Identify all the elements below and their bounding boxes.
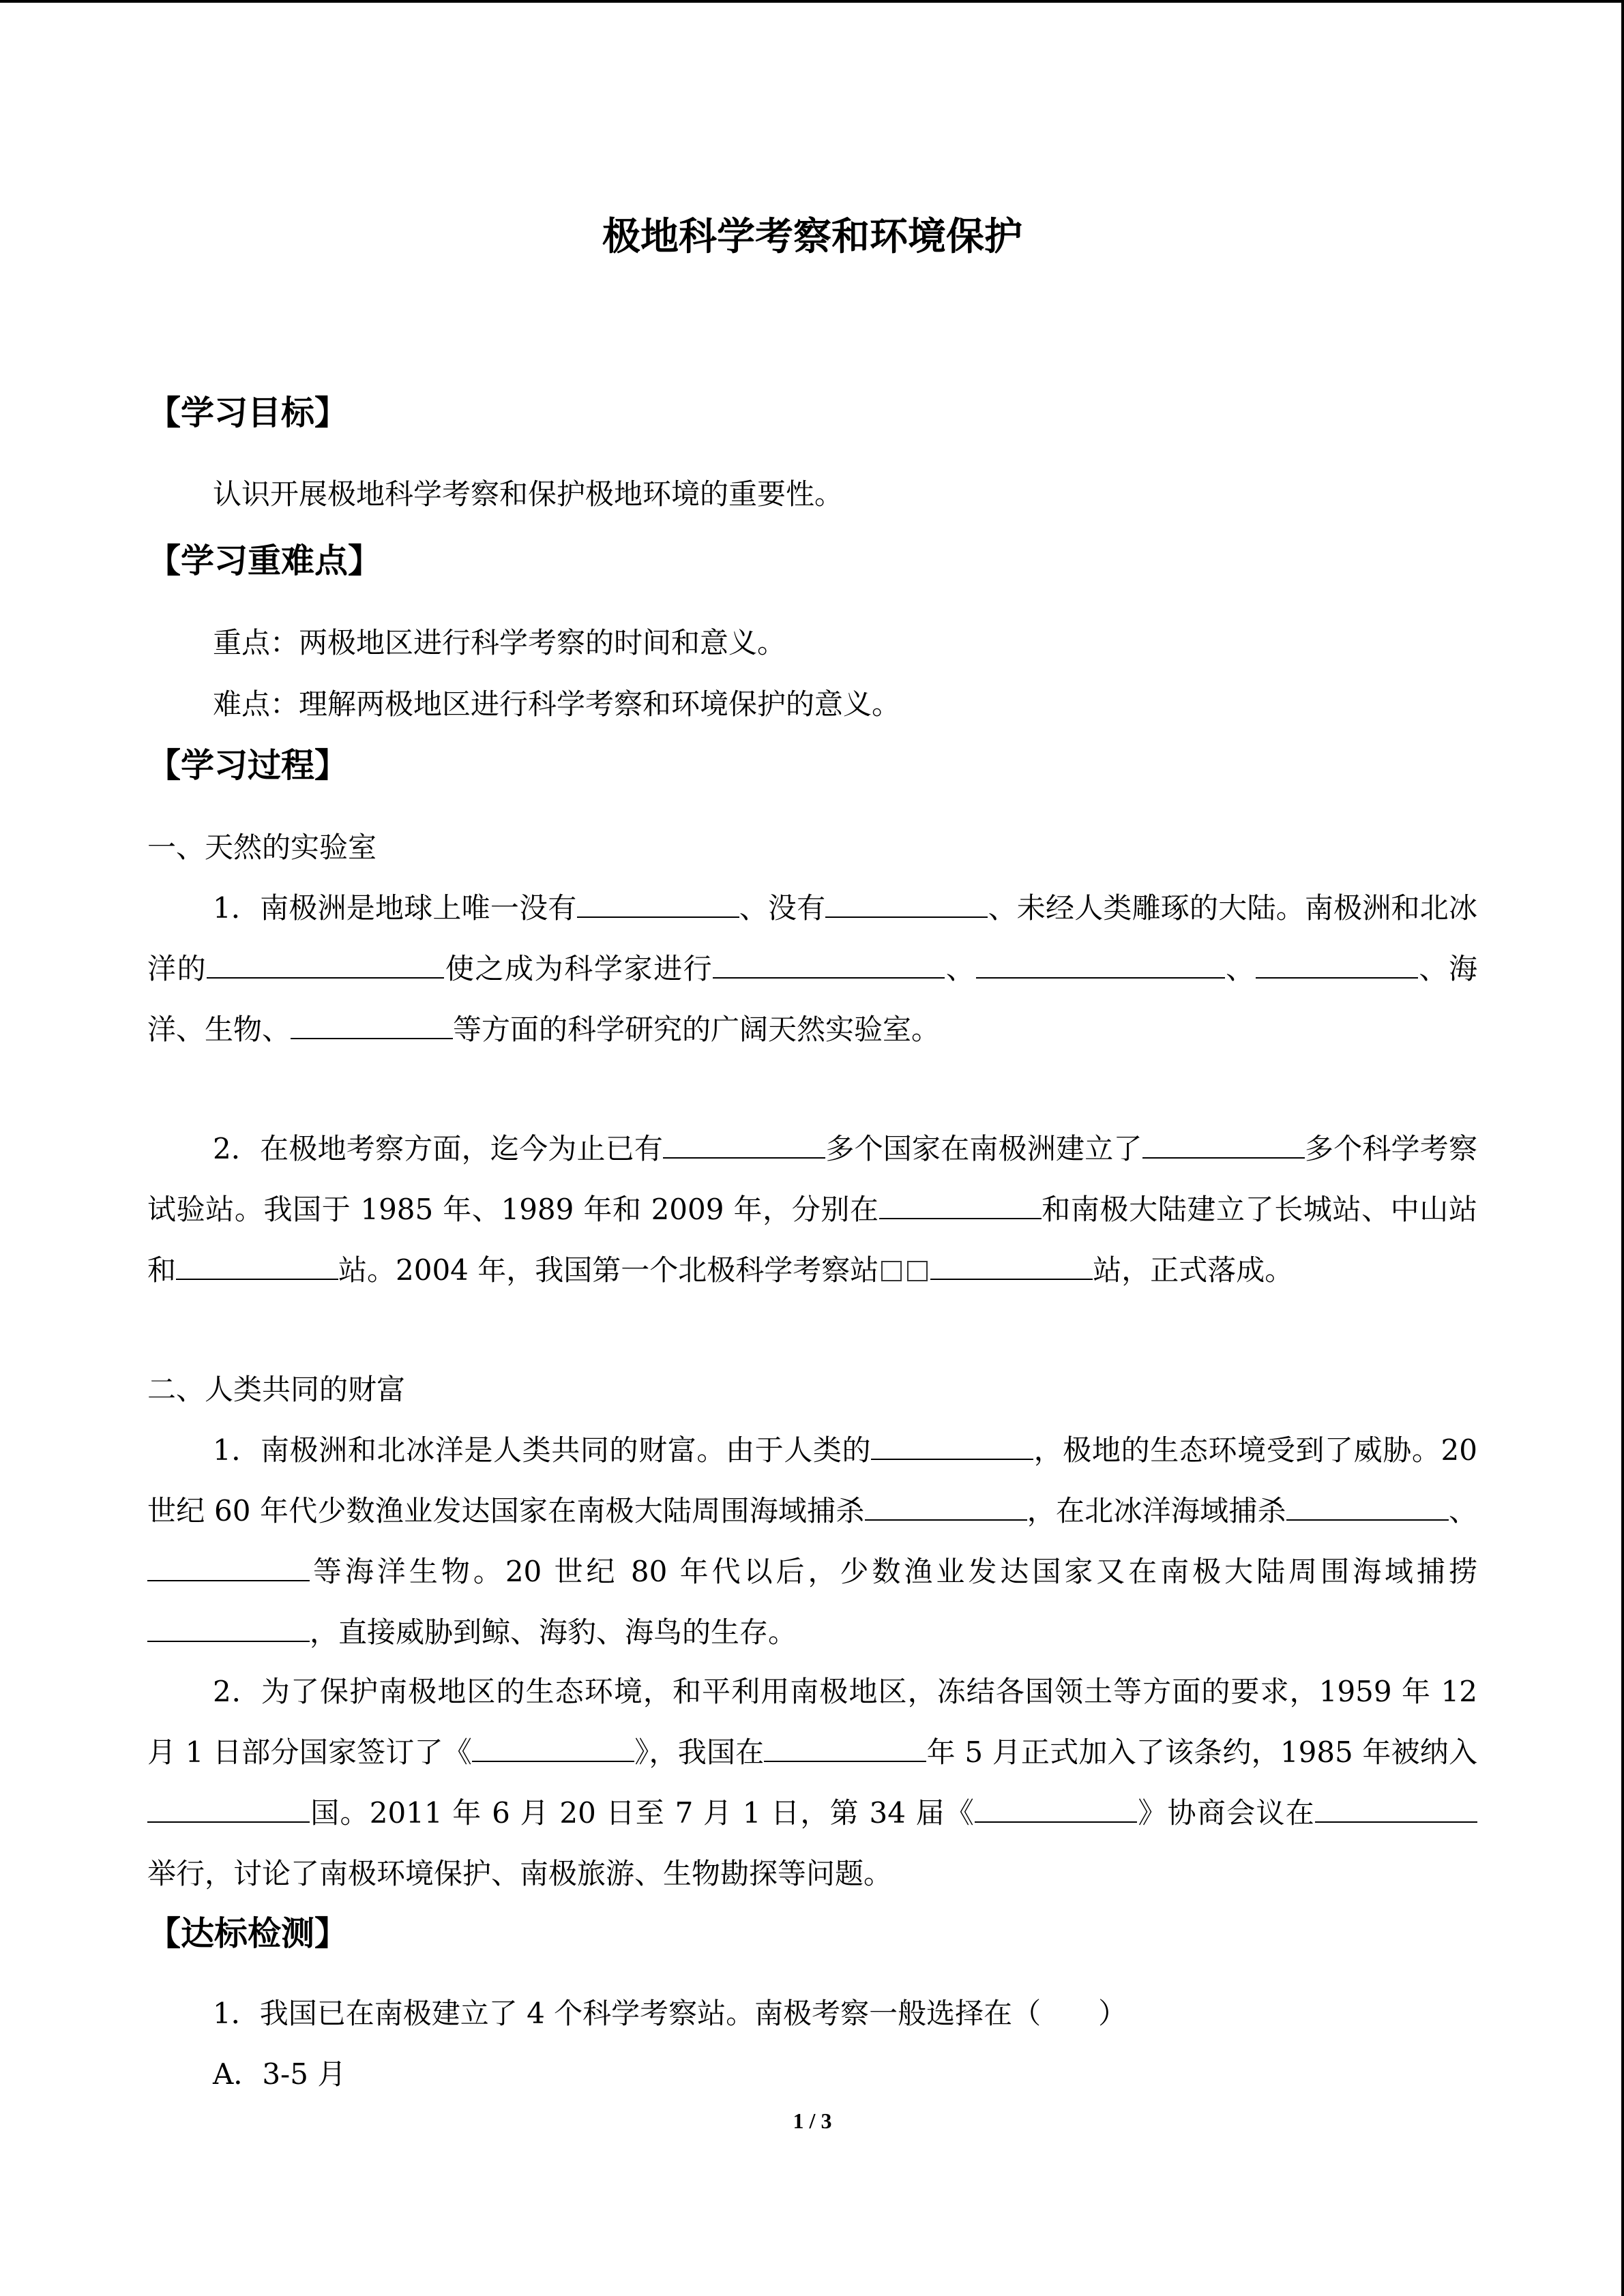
heading-key-points: 【学习重难点】 <box>147 541 382 580</box>
section2-title: 二、人类共同的财富 <box>147 1373 406 1406</box>
answer-blank[interactable] <box>871 1431 1033 1460</box>
text-segment: 1．南极洲和北冰洋是人类共同的财富。由于人类的 <box>213 1433 872 1467</box>
text-segment: 等方面的科学研究的广阔天然实验室。 <box>453 1013 941 1046</box>
text-segment: 、没有 <box>739 891 826 925</box>
text-segment: 2．为了保护南极地区的生态环境，和平利用南极地区，冻结各国领土等方面的要求，1959 年 12 月 1 日部分国家签订了《 <box>147 1675 1477 1769</box>
text-segment: 》，我国在 <box>634 1735 765 1769</box>
text-segment: 等海洋生物。20 世纪 80 年代以后，少数渔业发达国家又在南极大陆周围海域捕捞 <box>310 1555 1477 1588</box>
text-segment: 1．南极洲是地球上唯一没有 <box>213 891 577 925</box>
text-segment: 、未经人类雕琢的大陆。南极洲和北冰洋的 <box>147 891 1477 985</box>
objective-text: 认识开展极地科学考察和保护极地环境的重要性。 <box>213 477 844 511</box>
heading-objectives: 【学习目标】 <box>147 393 349 432</box>
text-segment: 年 5 月正式加入了该条约，1985 年被纳入 <box>926 1735 1477 1769</box>
page-title: 极地科学考察和环境保护 <box>602 215 1022 259</box>
heading-check: 【达标检测】 <box>147 1914 349 1953</box>
answer-blank[interactable] <box>147 1553 310 1581</box>
missing-glyph-box <box>881 1261 902 1281</box>
check-option-a: A．3-5 月 <box>213 2057 346 2091</box>
text-segment: 国。2011 年 6 月 20 日至 7 月 1 日，第 34 届《 <box>310 1796 975 1830</box>
text-segment: 和南极大陆建立了长城站、中山站和 <box>147 1193 1477 1287</box>
answer-blank[interactable] <box>472 1733 634 1762</box>
missing-glyph-box <box>907 1261 928 1281</box>
text-segment: 2．在极地考察方面，迄今为止已有 <box>213 1132 664 1165</box>
text-segment: 、 <box>1448 1494 1477 1527</box>
right-border <box>1621 0 1624 2296</box>
answer-blank[interactable] <box>1142 1130 1305 1159</box>
text-segment: 举行，讨论了南极环境保护、南极旅游、生物勘探等问题。 <box>147 1857 893 1890</box>
answer-blank[interactable] <box>975 1794 1137 1823</box>
key-point-text: 重点：两极地区进行科学考察的时间和意义。 <box>213 626 786 659</box>
section2-question-2 <box>147 1661 1477 1904</box>
text-segment: 、 <box>945 952 976 985</box>
answer-blank[interactable] <box>663 1130 825 1159</box>
answer-blank[interactable] <box>764 1733 926 1762</box>
text-segment: 使之成为科学家进行 <box>444 952 713 985</box>
text-segment: ，在北冰洋海域捕杀 <box>1027 1494 1286 1527</box>
answer-blank[interactable] <box>207 950 444 979</box>
text-segment: 、 <box>1224 952 1256 985</box>
answer-blank[interactable] <box>291 1011 453 1039</box>
answer-blank[interactable] <box>1315 1794 1477 1823</box>
answer-blank[interactable] <box>577 889 739 918</box>
section1-question-2 <box>147 1118 1477 1300</box>
text-segment: 》协商会议在 <box>1137 1796 1315 1830</box>
section1-question-1 <box>147 878 1477 1060</box>
answer-blank[interactable] <box>825 889 988 918</box>
answer-blank[interactable] <box>930 1251 1093 1280</box>
answer-blank[interactable] <box>713 950 945 979</box>
text-segment: 多个科学考察试验站。我国于 1985 年、1989 年和 2009 年，分别在 <box>147 1132 1477 1226</box>
answer-blank[interactable] <box>147 1613 310 1642</box>
check-question-1: 1．我国已在南极建立了 4 个科学考察站。南极考察一般选择在（ ） <box>213 1997 1127 2030</box>
answer-blank[interactable] <box>147 1794 310 1823</box>
text-segment: 、海洋、生物、 <box>147 952 1477 1046</box>
answer-blank[interactable] <box>879 1191 1042 1219</box>
answer-blank[interactable] <box>1286 1492 1449 1521</box>
section2-question-1 <box>147 1420 1477 1663</box>
text-segment: 站。2004 年，我国第一个北极科学考察站 <box>338 1253 879 1287</box>
answer-blank[interactable] <box>865 1492 1027 1521</box>
answer-blank[interactable] <box>1256 950 1418 979</box>
answer-blank[interactable] <box>976 950 1225 979</box>
text-segment: ，直接威胁到鲸、海豹、海鸟的生存。 <box>310 1615 797 1649</box>
section1-title: 一、天然的实验室 <box>147 831 377 864</box>
top-border <box>0 0 1624 3</box>
text-segment: 多个国家在南极洲建立了 <box>825 1132 1142 1165</box>
page-number: 1 / 3 <box>793 2108 832 2133</box>
answer-blank[interactable] <box>176 1251 338 1280</box>
text-segment: 站，正式落成。 <box>1093 1253 1294 1287</box>
difficulty-text: 难点：理解两极地区进行科学考察和环境保护的意义。 <box>213 687 901 721</box>
text-segment: ，极地的生态环境受到了威胁。20 世纪 60 年代少数渔业发达国家在南极大陆周围海域捕杀 <box>147 1433 1477 1527</box>
heading-process: 【学习过程】 <box>147 746 349 785</box>
